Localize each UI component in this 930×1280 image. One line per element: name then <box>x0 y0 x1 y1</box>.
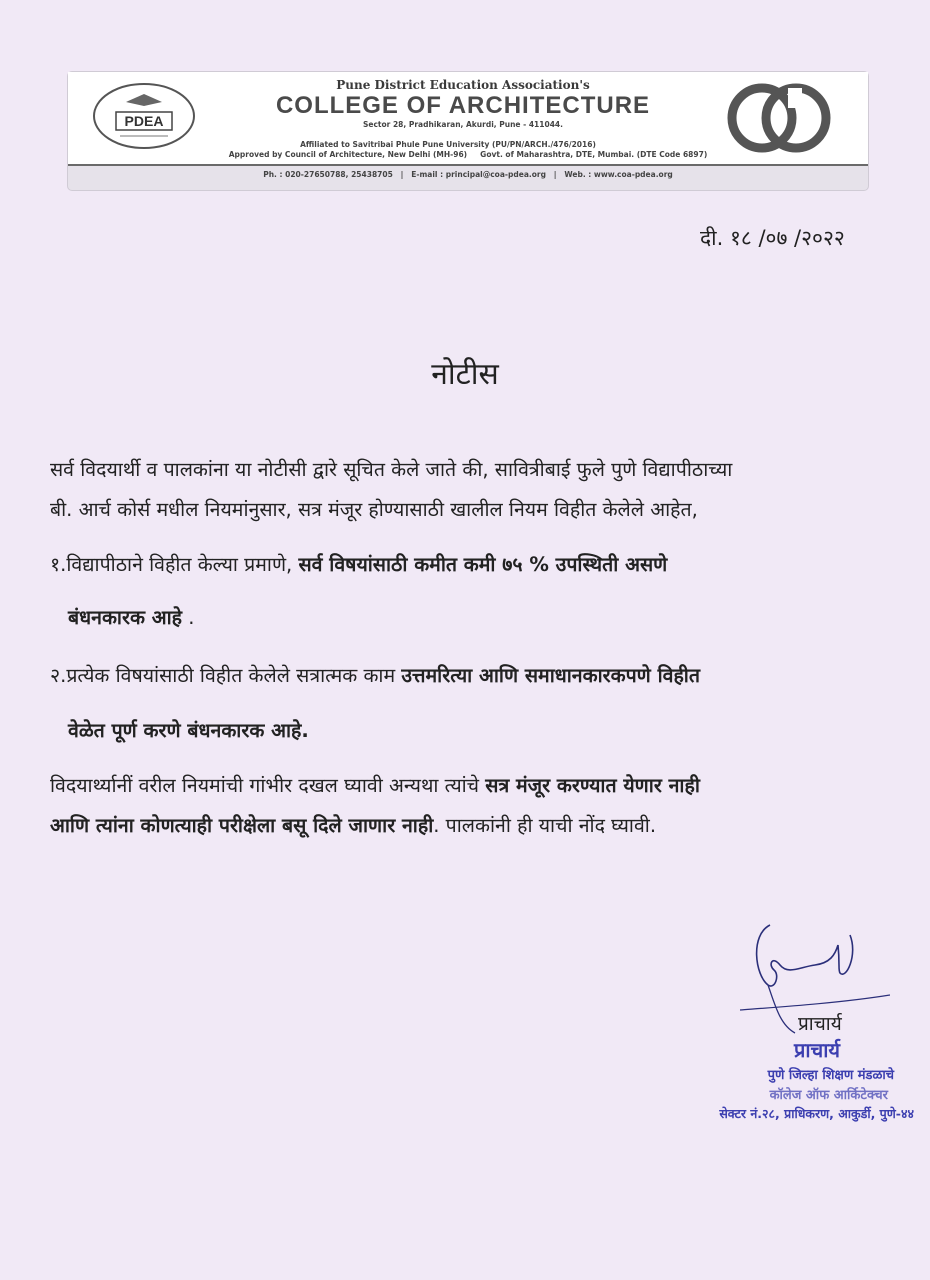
affiliation-line: Affiliated to Savitribai Phule Pune University (PU/PN/ARCH./476/2016) <box>300 140 596 149</box>
warning-text: विदयार्थ्यानीं वरील नियमांची गांभीर दखल घ्यावी अन्यथा त्यांचे <box>50 774 486 797</box>
rule-1-emphasis: सर्व विषयांसाठी कमीत कमी ७५ % उपस्थिती असणे <box>298 553 668 576</box>
coa-logo <box>718 82 838 154</box>
rule-2-emphasis: उत्तमरित्या आणि समाधानकारकपणे विहीत <box>401 664 700 687</box>
official-stamp <box>700 1036 920 1122</box>
rule-1-text: १.विद्यापीठाने विहीत केल्या प्रमाणे, <box>50 553 299 576</box>
letterhead-banner <box>68 72 868 166</box>
stamp-title: प्राचार्य <box>793 1038 840 1062</box>
letterhead <box>68 72 868 190</box>
stamp-line-3: सेक्टर नं.२८, प्राधिकरण, आकुर्डी, पुणे-४४ <box>719 1106 914 1121</box>
rule-2-emphasis-2: वेळेत पूर्ण करणे बंधनकारक आहे. <box>68 719 309 742</box>
warning-emphasis: सत्र मंजूर करण्यात येणार नाही <box>485 774 700 797</box>
notice-title: नोटीस <box>431 357 499 392</box>
rule-2 <box>50 663 700 689</box>
approval-coa: Approved by Council of Architecture, New Delhi (MH-96) <box>228 150 468 159</box>
rule-1-emphasis-2: बंधनकारक आहे <box>68 606 182 629</box>
rule-1 <box>50 552 667 578</box>
approval-line <box>128 150 808 159</box>
phone-numbers: Ph. : 020-27650788, 25438705 <box>263 170 393 179</box>
intro-line-2: बी. आर्च कोर्स मधील नियमांनुसार, सत्र मंजूर होण्यासाठी खालील नियम विहीत केलेले आहेत, <box>50 498 698 521</box>
stamp-line-1: पुणे जिल्हा शिक्षण मंडळाचे <box>767 1068 894 1083</box>
warning-emphasis-2: आणि त्यांना कोणत्याही परीक्षेला बसू दिले जाणार नाही <box>50 814 434 837</box>
warning-line-1 <box>50 773 700 799</box>
rule-2-continued <box>68 718 309 744</box>
website: Web. : www.coa-pdea.org <box>564 170 673 179</box>
rule-1-end: . <box>182 606 195 629</box>
warning-end: . पालकांनी ही याची नोंद घ्यावी. <box>433 814 657 837</box>
rule-2-text: २.प्रत्येक विषयांसाठी विहीत केलेले सत्रात्मक काम <box>50 664 402 687</box>
contact-line: Ph. : 020-27650788, 25438705 | E-mail : principal@coa-pdea.org | Web. : www.coa-pdea.org <box>263 170 673 179</box>
college-address: Sector 28, Pradhikaran, Akurdi, Pune - 411044. <box>362 120 563 129</box>
rule-1-continued <box>68 605 194 631</box>
association-name: Pune District Education Association's <box>336 78 590 92</box>
approval-dte: Govt. of Maharashtra, DTE, Mumbai. (DTE Code 6897) <box>480 150 708 159</box>
intro-line-1: सर्व विदयार्थी व पालकांना या नोटीसी द्वारे सूचित केले जाते की, सावित्रीबाई फुले पुणे विद्यापीठाच्या <box>50 458 733 481</box>
email-address: E-mail : principal@coa-pdea.org <box>411 170 546 179</box>
stamp-line-2: कॉलेज ऑफ आर्किटेक्चर <box>769 1088 888 1103</box>
pdea-logo <box>90 80 198 150</box>
warning-line-2 <box>50 813 656 839</box>
notice-date: दी. १८ /०७ /२०२२ <box>700 226 845 250</box>
college-name: COLLEGE OF ARCHITECTURE <box>275 92 651 119</box>
pdea-logo-text: PDEA <box>124 113 164 129</box>
signatory-title: प्राचार्य <box>798 1013 842 1035</box>
